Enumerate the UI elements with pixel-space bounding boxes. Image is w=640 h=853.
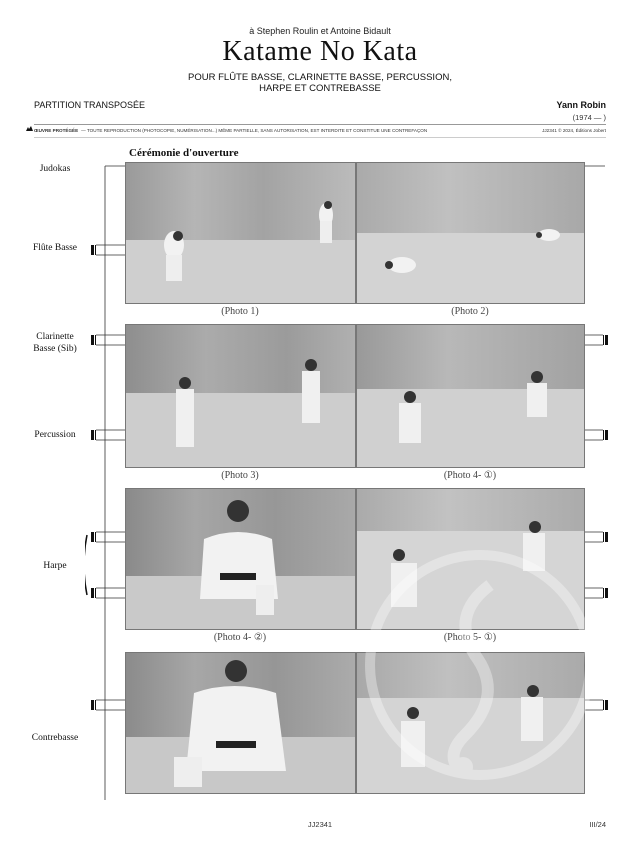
caption-photo-1: (Photo 1) [221, 306, 259, 317]
copyright-notice [34, 128, 554, 133]
composer-dates: (1974 — ) [572, 113, 606, 122]
label-judokas: Judokas [39, 164, 71, 174]
photo-6 [125, 652, 356, 794]
caption-photo-4-2: (Photo 4- ②) [213, 632, 267, 643]
notice-rule [34, 137, 606, 138]
footer-catalog-code: JJ2341 [307, 820, 333, 829]
photo-4-1 [356, 324, 585, 468]
section-title: Cérémonie d'ouverture [129, 147, 239, 159]
instrumentation-line-2: HARPE ET CONTREBASSE [259, 83, 381, 94]
caption-photo-2: (Photo 2) [451, 306, 489, 317]
judokas-bowing [126, 163, 356, 304]
instrumentation [0, 72, 640, 94]
warning-icon [26, 126, 33, 132]
header-rule [34, 124, 606, 125]
label-contrebasse: Contrebasse [31, 733, 79, 743]
page-number: III/24 [589, 820, 606, 829]
score-title: Katame No Kata [222, 36, 418, 67]
judoka-kneeling-closeup [126, 489, 356, 630]
staff-system-left [85, 160, 125, 810]
notice-text: — TOUTE REPRODUCTION (PHOTOCOPIE, NUMÉRISATION...) MÊME PARTIELLE, SANS AUTORISATION, EST INTERDITE ET CONSTITUE UNE CONTREFAÇON [81, 128, 428, 133]
label-harpe: Harpe [43, 561, 67, 571]
label-clarinet-line-1: Clarinette [36, 332, 74, 342]
label-percussion: Percussion [34, 430, 76, 440]
photo-1 [125, 162, 356, 304]
photo-4-2 [125, 488, 356, 630]
partition-type: PARTITION TRANSPOSÉE [34, 100, 146, 110]
caption-photo-3: (Photo 3) [221, 470, 259, 481]
photo-2 [356, 162, 585, 304]
judokas-standing [126, 325, 356, 468]
composer-name: Yann Robin [556, 100, 606, 110]
judokas-kneeling-bow [357, 163, 585, 304]
label-clarinet [14, 331, 96, 355]
notice-label: ŒUVRE PROTÉGÉE [34, 128, 79, 133]
caption-photo-5-1: (Photo 5- ①) [443, 632, 497, 643]
judoka-crouching-closeup [126, 653, 356, 794]
dedication: à Stephen Roulin et Antoine Bidault [249, 26, 391, 36]
watermark-logo [365, 545, 595, 785]
label-clarinet-line-2: Basse (Sib) [33, 344, 77, 354]
instrumentation-line-1: POUR FLÛTE BASSE, CLARINETTE BASSE, PERCUSSION, [188, 72, 452, 83]
photo-3 [125, 324, 356, 468]
label-flute: Flûte Basse [32, 243, 78, 253]
judokas-kneeling [357, 325, 585, 468]
caption-photo-4-1: (Photo 4- ①) [443, 470, 497, 481]
copyright-line: JJ2341 © 2024, Éditions Jobert [542, 128, 606, 133]
